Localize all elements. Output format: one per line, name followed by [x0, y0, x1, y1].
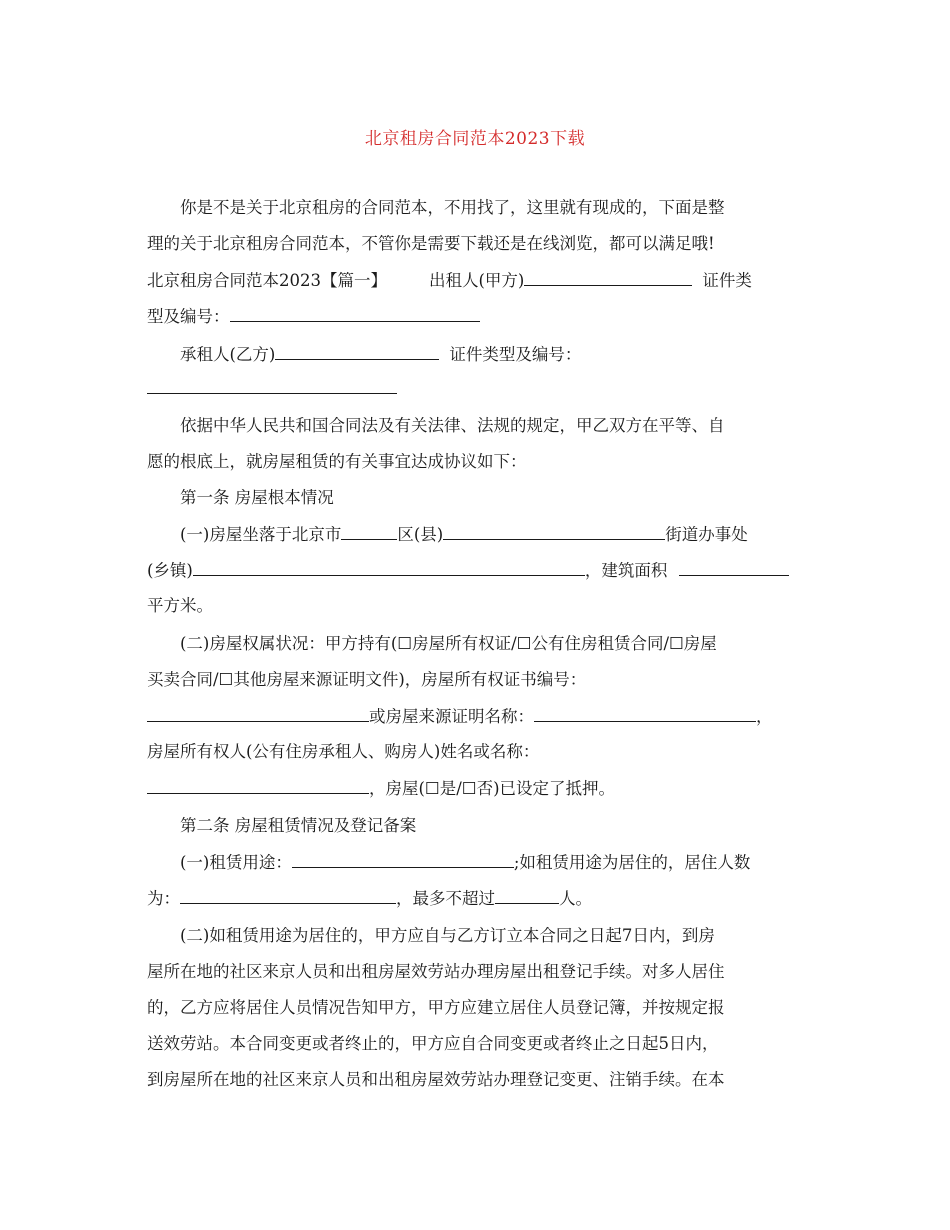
art1-ownership-line-5 — [147, 776, 615, 801]
owner-name-blank[interactable] — [147, 776, 369, 794]
source-proof-label: 或房屋来源证明名称： — [369, 707, 534, 726]
id-type-label: 证件类 — [702, 271, 752, 290]
lessor-blank[interactable] — [524, 268, 692, 286]
persons-label: 人。 — [559, 889, 592, 908]
lessor-id-line — [147, 304, 480, 329]
residents-label: ;如租赁用途为居住的，居住人数 — [513, 853, 751, 872]
art2-use-line-1 — [180, 850, 750, 875]
township-blank[interactable] — [193, 558, 585, 576]
lessor-label: 出租人(甲方) — [429, 271, 525, 290]
source-proof-blank[interactable] — [534, 704, 756, 722]
district-label: 区(县) — [397, 525, 444, 544]
street-blank[interactable] — [443, 522, 665, 540]
chapter-lessor-line — [147, 268, 752, 293]
art1-ownership-line-3 — [147, 704, 773, 729]
art1-area-unit: 平方米。 — [147, 596, 213, 615]
art2-reg-line-4: 送效劳站。本合同变更或者终止的，甲方应自合同变更或者终止之日起5日内， — [147, 1034, 719, 1053]
document-title: 北京租房合同范本2023下载 — [364, 129, 586, 149]
art1-location-line-1 — [180, 522, 748, 547]
lease-use-blank[interactable] — [292, 850, 514, 868]
floor-area-label: ，建筑面积 — [584, 561, 668, 580]
location-city-label: (一)房屋坐落于北京市 — [180, 525, 342, 544]
max-residents-label: ，最多不超过 — [396, 889, 495, 908]
lessee-line — [180, 342, 581, 367]
mortgage-label: ，房屋(☐是/☐否)已设定了抵押。 — [369, 779, 616, 798]
intro-line-2: 理的关于北京租房合同范本，不管你是需要下载还是在线浏览，都可以满足哦! — [147, 234, 715, 253]
lessor-id-blank[interactable] — [230, 304, 480, 322]
basis-line-1: 依据中华人民共和国合同法及有关法律、法规的规定，甲乙双方在平等、自 — [180, 416, 725, 435]
certificate-number-blank[interactable] — [147, 704, 369, 722]
id-type-label-cont: 型及编号： — [147, 307, 230, 326]
chapter-label: 北京租房合同范本2023【篇一】 — [147, 271, 387, 290]
art2-reg-line-1: (二)如租赁用途为居住的，甲方应自与乙方订立本合同之日起7日内，到房 — [180, 926, 715, 945]
art2-use-line-2 — [147, 886, 592, 911]
lessee-blank[interactable] — [275, 342, 439, 360]
residents-colon: 为： — [147, 889, 180, 908]
lessee-id-label: 证件类型及编号： — [449, 345, 582, 364]
street-office-label: 街道办事处 — [665, 525, 748, 544]
lessee-id-blank[interactable] — [147, 376, 397, 394]
art2-reg-line-3: 的，乙方应将居住人员情况告知甲方，甲方应建立居住人员登记簿，并按规定报 — [147, 998, 725, 1017]
art2-reg-line-2: 屋所在地的社区来京人员和出租房屋效劳站办理房屋出租登记手续。对多人居住 — [147, 962, 725, 981]
residents-count-blank[interactable] — [180, 886, 396, 904]
basis-line-2: 愿的根底上，就房屋租赁的有关事宜达成协议如下： — [147, 452, 527, 471]
lease-use-label: (一)租赁用途： — [180, 853, 292, 872]
comma: ， — [756, 707, 773, 726]
art1-ownership-line-2: 买卖合同/☐其他房屋来源证明文件)，房屋所有权证书编号： — [147, 670, 587, 689]
art2-reg-line-5: 到房屋所在地的社区来京人员和出租房屋效劳站办理登记变更、注销手续。在本 — [147, 1070, 725, 1089]
district-blank[interactable] — [341, 522, 397, 540]
max-residents-blank[interactable] — [495, 886, 559, 904]
intro-line-1: 你是不是关于北京租房的合同范本，不用找了，这里就有现成的，下面是整 — [180, 198, 725, 217]
article-1-heading: 第一条 房屋根本情况 — [180, 488, 334, 507]
township-label: (乡镇) — [147, 561, 193, 580]
floor-area-blank[interactable] — [679, 558, 789, 576]
article-2-heading: 第二条 房屋租赁情况及登记备案 — [180, 816, 417, 835]
lessee-label: 承租人(乙方) — [180, 345, 276, 364]
art1-ownership-line-1: (二)房屋权属状况：甲方持有(☐房屋所有权证/☐公有住房租赁合同/☐房屋 — [180, 634, 717, 653]
lessee-id-line — [147, 376, 397, 401]
art1-ownership-line-4: 房屋所有权人(公有住房承租人、购房人)姓名或名称： — [147, 742, 540, 761]
art1-location-line-2 — [147, 558, 789, 583]
